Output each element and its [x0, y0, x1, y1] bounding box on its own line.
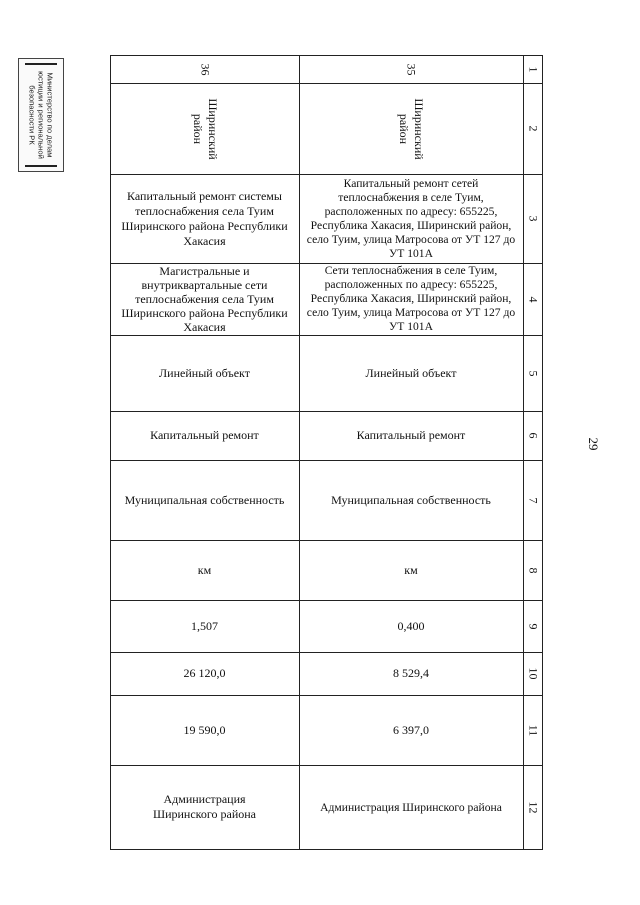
- row-36-object-name: Магистральные и внутриквартальные сети теплоснабжения села Туим Ширинского района Республики Хакасия: [121, 264, 288, 334]
- row-36-cost-total: 26 120,0: [183, 666, 226, 680]
- row-35-ownership: Муниципальная собственность: [331, 492, 491, 507]
- column-number-10: 10: [526, 667, 540, 680]
- row-35-work-name: Капитальный ремонт сетей теплоснабжения в селе Туим, расположенных по адресу: 655225, Республика Хакасия, Ширинский район, село Туим, улица Матросова от УТ 127 до УТ 101А: [306, 176, 516, 260]
- page-number: 29: [586, 437, 601, 451]
- row-35-cost-part: 6 397,0: [393, 722, 429, 737]
- column-number-8: 8: [526, 567, 540, 573]
- stamp-rule-bottom: [25, 165, 57, 167]
- stamp-line-1: Министерство по делам: [45, 72, 55, 158]
- row-36-unit: км: [197, 562, 212, 577]
- stamp-line-2: юстиции и региональной: [36, 71, 46, 159]
- row-36-number: 36: [198, 63, 212, 75]
- row-35-work-type: Капитальный ремонт: [356, 428, 466, 442]
- row-35-object-name: Сети теплоснабжения в селе Туим, расположенных по адресу: 655225, Республика Хакасия, Ширинский район, село Туим, улица Матросова от УТ 127 до УТ 101А: [306, 264, 516, 333]
- row-36-work-type: Капитальный ремонт: [150, 428, 259, 442]
- row-35-object-type: Линейный объект: [365, 365, 457, 380]
- row-36-cost-part: 19 590,0: [183, 722, 226, 737]
- column-number-4: 4: [526, 296, 540, 302]
- row-35-cost-total: 8 529,4: [393, 666, 429, 680]
- stamp-line-3: безопасности РК: [27, 85, 37, 145]
- row-35-district: Ширинский район: [397, 97, 426, 160]
- row-36-district: Ширинский район: [190, 97, 220, 160]
- row-35-customer: Администрация Ширинского района: [320, 800, 502, 814]
- column-number-1: 1: [526, 66, 540, 72]
- row-35-number: 35: [404, 63, 419, 75]
- row-35-capacity: 0,400: [397, 618, 425, 633]
- row-36-work-name: Капитальный ремонт системы теплоснабжения села Туим Ширинского района Республики Хакасия: [121, 188, 288, 248]
- registration-stamp: [18, 58, 64, 172]
- column-number-7: 7: [526, 497, 540, 503]
- column-number-12: 12: [526, 801, 540, 813]
- row-36-customer: Администрация Ширинского района: [152, 792, 257, 821]
- row-36-ownership: Муниципальная собственность: [124, 492, 285, 507]
- row-36-object-type: Линейный объект: [159, 365, 250, 380]
- stamp-text: [28, 61, 55, 169]
- column-number-6: 6: [526, 432, 540, 439]
- object-table: [110, 55, 543, 850]
- table-border-bottom: [110, 849, 543, 850]
- row-35-unit: км: [404, 562, 418, 577]
- column-number-2: 2: [526, 125, 540, 132]
- row-36-capacity: 1,507: [191, 618, 218, 633]
- column-number-11: 11: [526, 724, 540, 736]
- column-number-5: 5: [526, 370, 540, 376]
- column-number-3: 3: [526, 215, 540, 222]
- column-number-9: 9: [526, 623, 540, 629]
